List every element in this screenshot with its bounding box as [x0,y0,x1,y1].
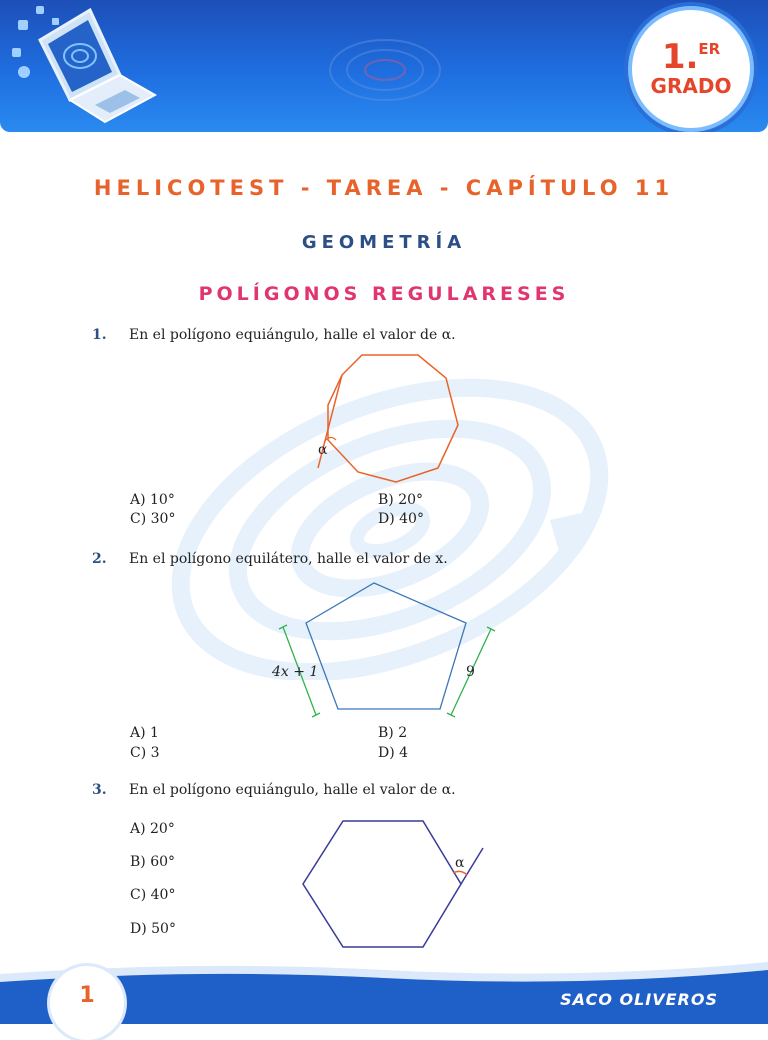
question-3-number: 3. [92,782,107,798]
question-2-option-a[interactable]: A) 1 [130,725,159,741]
question-2-number: 2. [92,551,107,567]
question-1-alpha-label: α [318,442,328,458]
question-2-text: En el polígono equilátero, halle el valor de x. [129,551,448,567]
grade-badge-icon [628,6,754,132]
grade-number: 1.$^{ER}$ [661,37,721,77]
question-1-option-c[interactable]: C) 30° [130,511,176,527]
question-1-number: 1. [92,327,107,343]
question-3-option-d[interactable]: D) 50° [130,921,176,937]
question-3-option-c[interactable]: C) 40° [130,887,176,903]
question-2-option-c[interactable]: C) 3 [130,745,160,761]
question-3-option-b[interactable]: B) 60° [130,854,176,870]
question-1-text: En el polígono equiángulo, halle el valor de α. [129,327,456,343]
question-2-option-b[interactable]: B) 2 [378,725,408,741]
page-title: HELICOTEST - TAREA - CAPÍTULO 11 [93,176,675,200]
question-1-figure-decagon [300,350,470,490]
question-2-side-label-4x1: 4x + 1 [272,664,319,680]
subject-title: GEOMETRÍA [301,232,467,253]
brand-logo-text: SACO OLIVEROS [560,990,718,1009]
question-3-figure-hexagon [295,815,490,955]
question-1-option-b[interactable]: B) 20° [378,492,424,508]
header-banner [0,0,768,132]
question-1-option-a[interactable]: A) 10° [130,492,175,508]
question-1-option-d[interactable]: D) 40° [378,511,424,527]
question-3-alpha-label: α [455,855,465,871]
page-number: 1 [79,983,95,1008]
question-2-option-d[interactable]: D) 4 [378,745,409,761]
question-2-side-label-9: 9 [466,664,475,680]
topic-title: POLÍGONOS REGULARESES [198,283,570,305]
question-2-figure-pentagon [270,575,500,725]
question-3-option-a[interactable]: A) 20° [130,821,175,837]
grade-word: GRADO [650,74,732,98]
question-3-text: En el polígono equiángulo, halle el valor de α. [129,782,456,798]
